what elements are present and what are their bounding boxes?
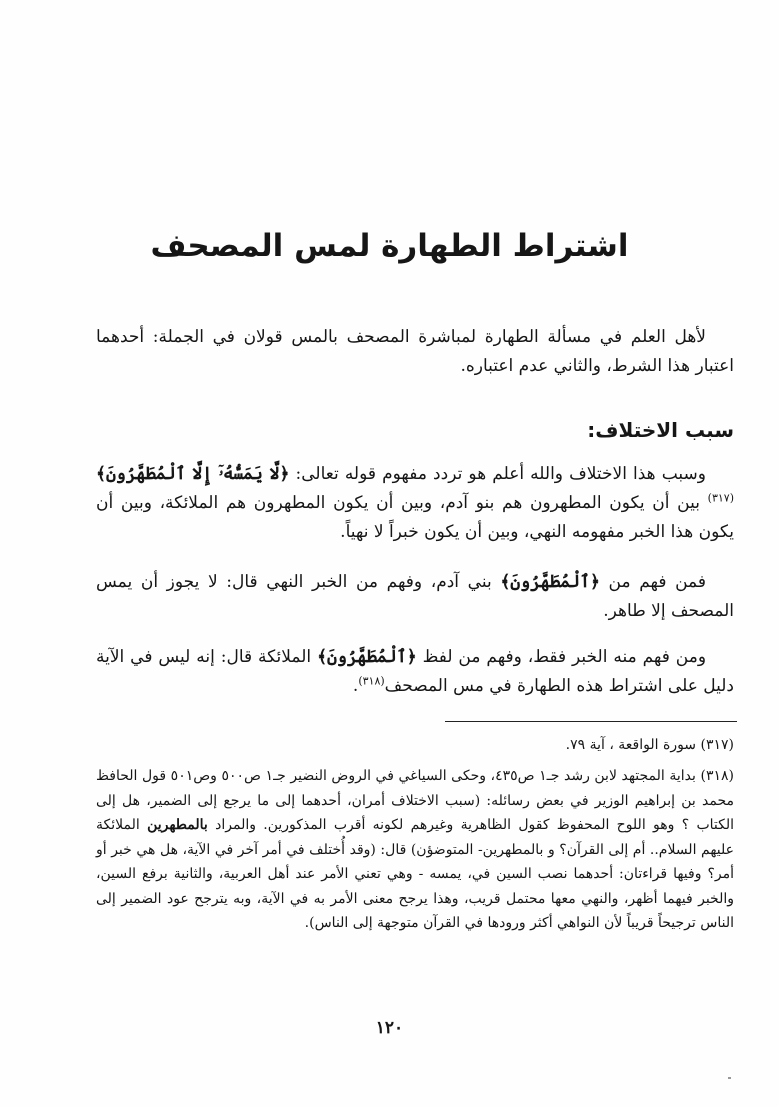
quran-verse: ﴿لَّا يَمَسُّهُۥٓ إِلَّا ٱلْمُطَهَّرُونَ﴾ — [96, 464, 290, 484]
footnote-bold-term: بالمطهرين — [147, 817, 208, 833]
paragraph-text: الملائكة قال: إنه ليس في الآية دليل على اشتراط هذه الطهارة في مس المصحف — [96, 647, 734, 696]
paragraph-cause — [96, 460, 734, 547]
intro-line-2: أحدهما اعتبار هذا الشرط، والثاني عدم اعتباره. — [96, 327, 734, 376]
page-title: اشتراط الطهارة لمس المصحف — [150, 228, 629, 264]
footnote-317 — [96, 733, 734, 758]
quran-verse: ﴿ٱلْمُطَهَّرُونَ﴾ — [500, 572, 600, 592]
footnote-text: بداية المجتهد لابن رشد جـ١ ص٤٣٥، وحكى السياغي في الروض النضير جـ١ ص٥٠٠ وص٥٠١ قول الحافظ محمد بن إبراهيم الوزير في بعض رسائله: (سبب الاختلاف أمران، أحدهما إلى ما يرجع إلى الضمير، هل إلى الكتاب ؟ وهو اللوح المحفوظ كقول الظاهرية وغيرهم لكونه أقرب المذكورين. والمراد — [96, 768, 734, 833]
footnote-text: الملائكة عليهم السلام.. أم إلى القرآن؟ و بالمطهرين- المتوضؤن) قال: (وقد أُختلف في أمر آخر في الآية، هل هي خبر أو أمر؟ وفيها قراءتان: أحدهما نصب السين في، يمسه - وهي تعني الأمر عند أهل العربية، والثانية برفع السين، والخبر فيهما أظهر، والنهي معها محتمل قريب، وهذا يرجح معنى الأمر به في الآية، وبه يترجح عود الضمير إلى الناس ترجيحاً قريباً لأن النواهي أكثر ورودها في القرآن متوجهة إلى الناس). — [96, 817, 734, 931]
footnote-318 — [96, 764, 734, 936]
paragraph-text: وسبب هذا الاختلاف والله أعلم هو تردد مفهوم قوله تعالى: — [295, 464, 707, 484]
paragraph-text: ومن فهم منه الخبر فقط، وفهم من لفظ — [422, 647, 707, 667]
paragraph-end: . — [352, 676, 359, 696]
paragraph-text: بني آدم، وفهم من الخبر النهي قال: لا يجوز أن يمس المصحف إلا طاهر. — [96, 572, 734, 621]
footnote-number: (٣١٧) — [700, 737, 734, 753]
paragraph-text: بين أن يكون المطهرون هم بنو آدم، وبين أن يكون المطهرون هم الملائكة، وبين أن يكون هذا الخبر مفهومه النهي، وبين أن يكون خبراً لا نهياً. — [96, 493, 734, 542]
footnote-text: سورة الواقعة ، آية ٧٩. — [565, 737, 697, 753]
paragraph-text: فمن فهم من — [608, 572, 706, 592]
intro-line-1: لأهل العلم في مسألة الطهارة لمباشرة المصحف بالمس قولان في الجملة: — [152, 327, 706, 347]
quran-verse: ﴿ٱلْمُطَهَّرُونَ﴾ — [317, 647, 417, 667]
paragraph-second-view — [96, 643, 734, 701]
paragraph-first-view — [96, 568, 734, 626]
intro-paragraph — [96, 323, 734, 381]
footnote-divider — [445, 721, 737, 722]
scan-speck — [728, 1077, 731, 1079]
section-heading: سبب الاختلاف: — [587, 418, 734, 442]
footnote-ref-317[interactable]: (٣١٧) — [707, 491, 734, 505]
footnote-ref-318[interactable]: (٣١٨) — [358, 674, 385, 688]
footnote-number: (٣١٨) — [700, 768, 734, 784]
page-number: ١٢٠ — [375, 1018, 404, 1038]
